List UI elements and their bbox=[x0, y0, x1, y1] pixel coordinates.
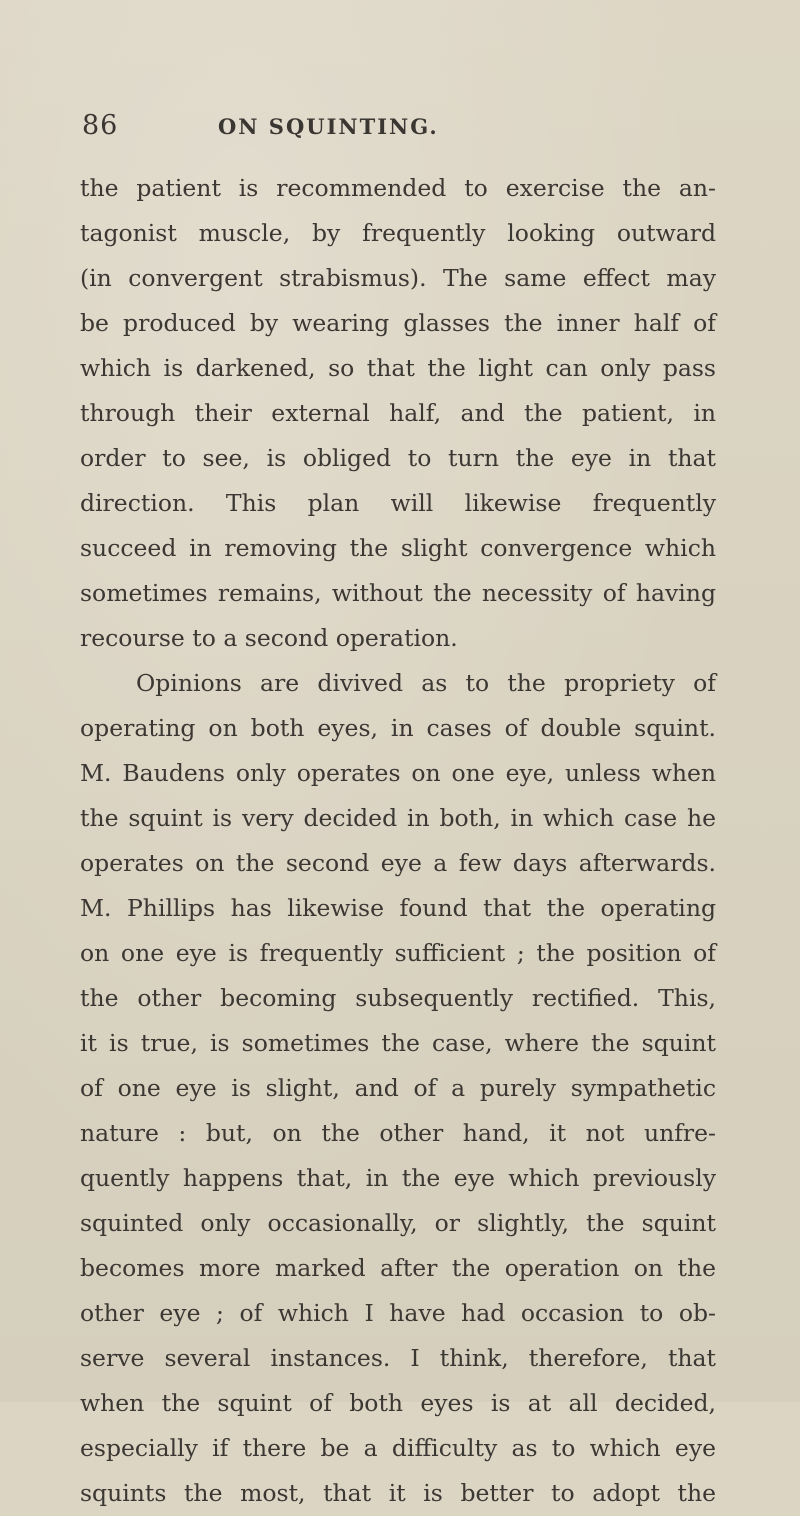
text-line: on one eye is frequently sufficient ; the position of bbox=[80, 939, 716, 967]
text-line: direction. This plan will likewise frequently bbox=[80, 489, 716, 517]
paragraph-start-line: Opinions are divived as to the propriety of bbox=[136, 669, 716, 697]
text-line: becomes more marked after the operation on the bbox=[80, 1254, 716, 1282]
text-line: sometimes remains, without the necessity of having bbox=[80, 579, 716, 607]
text-line: be produced by wearing glasses the inner half of bbox=[80, 309, 716, 337]
text-line: squints the most, that it is better to adopt the bbox=[80, 1479, 716, 1507]
text-line: operating on both eyes, in cases of double squint. bbox=[80, 714, 716, 742]
text-line: succeed in removing the slight convergence which bbox=[80, 534, 716, 562]
text-line: of one eye is slight, and of a purely sympathetic bbox=[80, 1074, 716, 1102]
text-line: serve several instances. I think, therefore, that bbox=[80, 1344, 716, 1372]
text-line: tagonist muscle, by frequently looking outward bbox=[80, 219, 716, 247]
text-line: the squint is very decided in both, in which case he bbox=[80, 804, 716, 832]
text-line: squinted only occasionally, or slightly, the squint bbox=[80, 1209, 716, 1237]
running-title: ON SQUINTING. bbox=[218, 114, 439, 139]
text-line: order to see, is obliged to turn the eye in that bbox=[80, 444, 716, 472]
text-line: M. Baudens only operates on one eye, unless when bbox=[80, 759, 716, 787]
page-number: 86 bbox=[82, 110, 119, 141]
running-head bbox=[82, 110, 712, 150]
text-line: when the squint of both eyes is at all decided, bbox=[80, 1389, 716, 1417]
text-line: M. Phillips has likewise found that the operating bbox=[80, 894, 716, 922]
text-line: especially if there be a difficulty as to which eye bbox=[80, 1434, 716, 1462]
text-line: recourse to a second operation. bbox=[80, 624, 458, 652]
text-line: the other becoming subsequently rectified. This, bbox=[80, 984, 716, 1012]
text-line: the patient is recommended to exercise the an- bbox=[80, 174, 716, 202]
text-line: (in convergent strabismus). The same effect may bbox=[80, 264, 716, 292]
text-line: which is darkened, so that the light can only pass bbox=[80, 354, 716, 382]
text-line: through their external half, and the patient, in bbox=[80, 399, 716, 427]
text-line: quently happens that, in the eye which previously bbox=[80, 1164, 716, 1192]
text-line: operates on the second eye a few days afterwards. bbox=[80, 849, 716, 877]
text-line: nature : but, on the other hand, it not unfre- bbox=[80, 1119, 716, 1147]
text-line: it is true, is sometimes the case, where the squint bbox=[80, 1029, 716, 1057]
body-text bbox=[80, 166, 716, 1516]
text-line: other eye ; of which I have had occasion to ob- bbox=[80, 1299, 716, 1327]
